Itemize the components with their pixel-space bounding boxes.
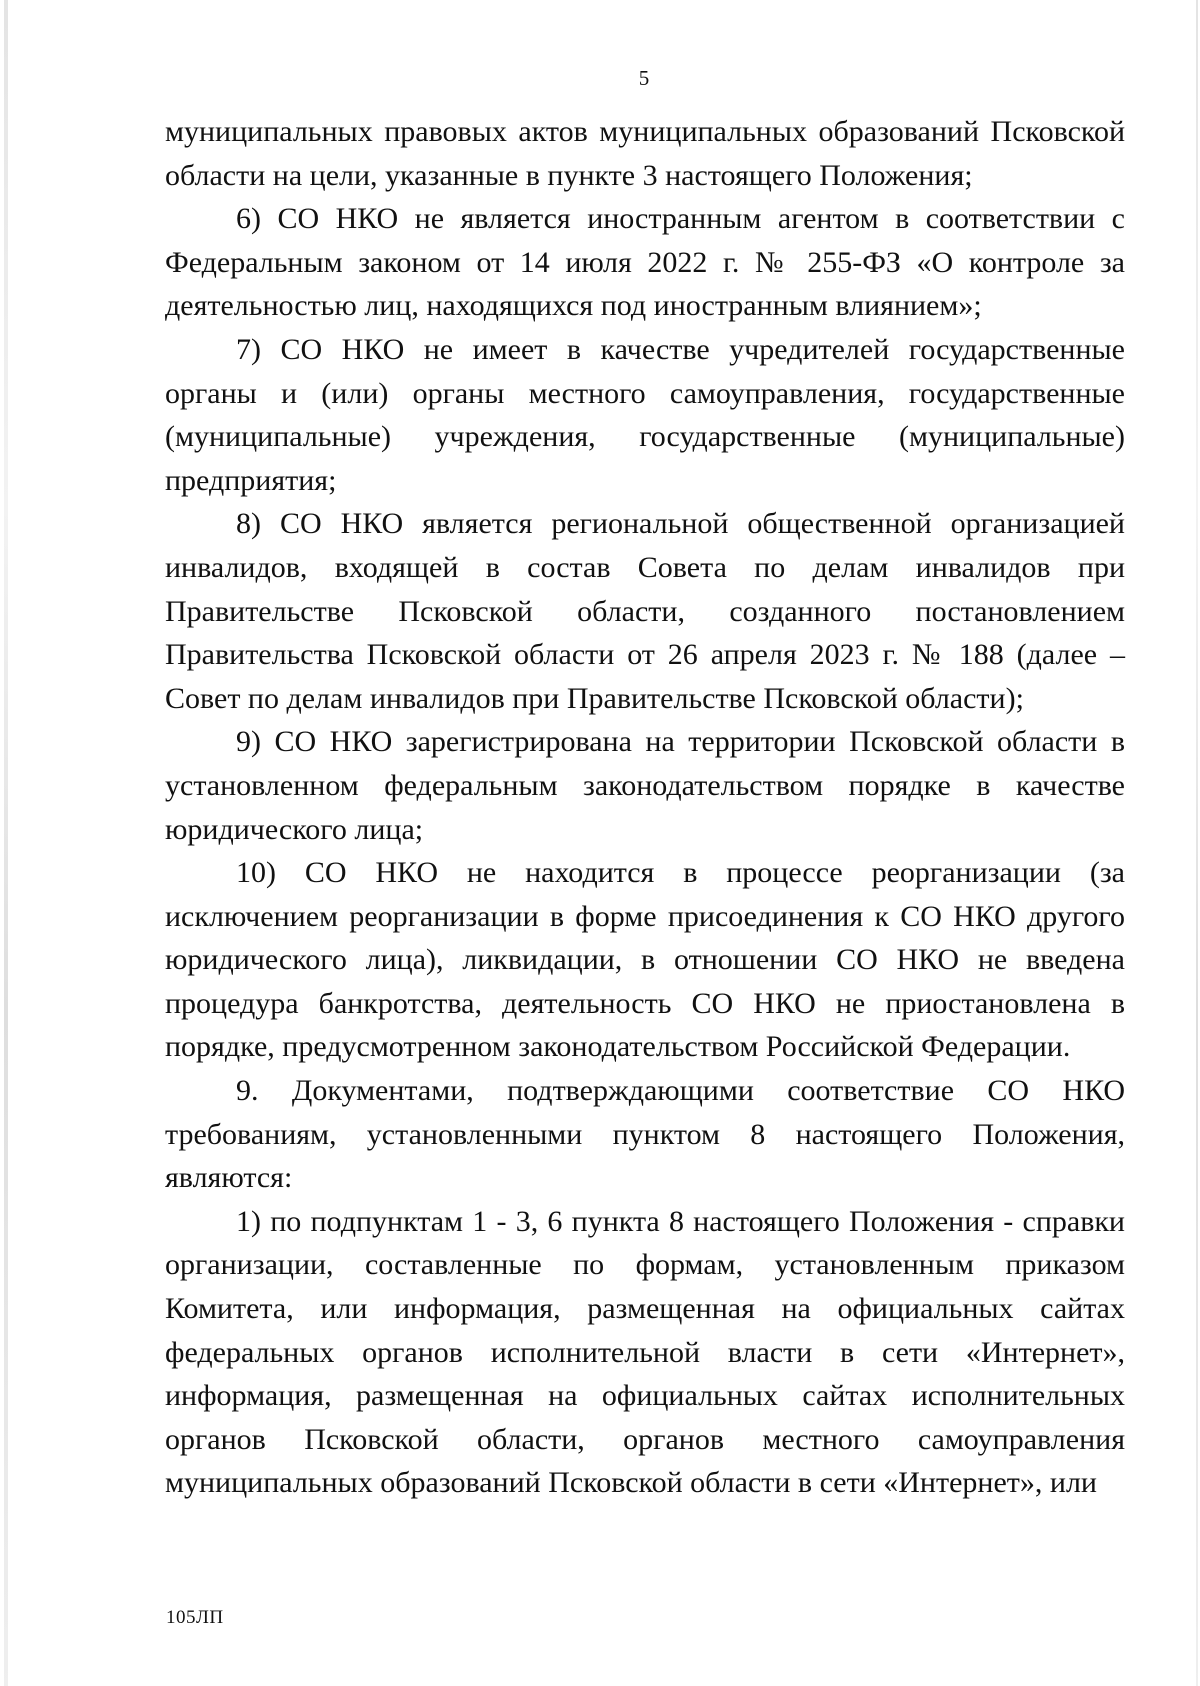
paragraph-item-9: 9) СО НКО зарегистрирована на территории Псковской области в установленном федеральным законодательством порядке в качестве юридического лица;	[165, 725, 1125, 846]
paragraph-item-6: 6) СО НКО не является иностранным агентом в соответствии с Федеральным законом от 14 июля 2022 г. № 255-ФЗ «О контроле за деятельностью лиц, находящихся под иностранным влиянием»;	[165, 202, 1125, 323]
paragraph-section-9: 9. Документами, подтверждающими соответствие СО НКО требованиям, установленными пунктом 8 настоящего Положения, являются:	[165, 1074, 1125, 1195]
scan-edge-right	[1196, 0, 1198, 1686]
document-body	[165, 110, 1125, 1505]
paragraph-subitem-1: 1) по подпунктам 1 - 3, 6 пункта 8 настоящего Положения - справки организации, составленные по формам, установленным приказом Комитета, или информация, размещенная на официальных сайтах федеральных органов исполнительной власти в сети «Интернет», информация, размещенная на официальных сайтах исполнительных органов Псковской области, органов местного самоуправления муниципальных образований Псковской области в сети «Интернет», или	[165, 1204, 1125, 1500]
paragraph-item-10: 10) СО НКО не находится в процессе реорганизации (за исключением реорганизации в форме присоединения к СО НКО другого юридического лица), ликвидации, в отношении СО НКО не введена процедура банкротства, деятельность СО НКО не приостановлена в порядке, предусмотренном законодательством Российской Федерации.	[165, 856, 1125, 1064]
scan-edge-left	[4, 0, 8, 1686]
paragraph-item-7: 7) СО НКО не имеет в качестве учредителей государственные органы и (или) органы местного самоуправления, государственные (муниципальные) учреждения, государственные (муниципальные) предприятия;	[165, 332, 1125, 497]
document-code: 105ЛП	[166, 1607, 224, 1628]
paragraph-item-8: 8) СО НКО является региональной общественной организацией инвалидов, входящей в состав Совета по делам инвалидов при Правительстве Псковской области, созданного постановлением Правительства Псковской области от 26 апреля 2023 г. № 188 (далее – Совет по делам инвалидов при Правительстве Псковской области);	[165, 507, 1125, 715]
paragraph-continuation: муниципальных правовых актов муниципальных образований Псковской области на цели, указанные в пункте 3 настоящего Положения;	[165, 115, 1125, 192]
page-number: 5	[638, 66, 650, 90]
